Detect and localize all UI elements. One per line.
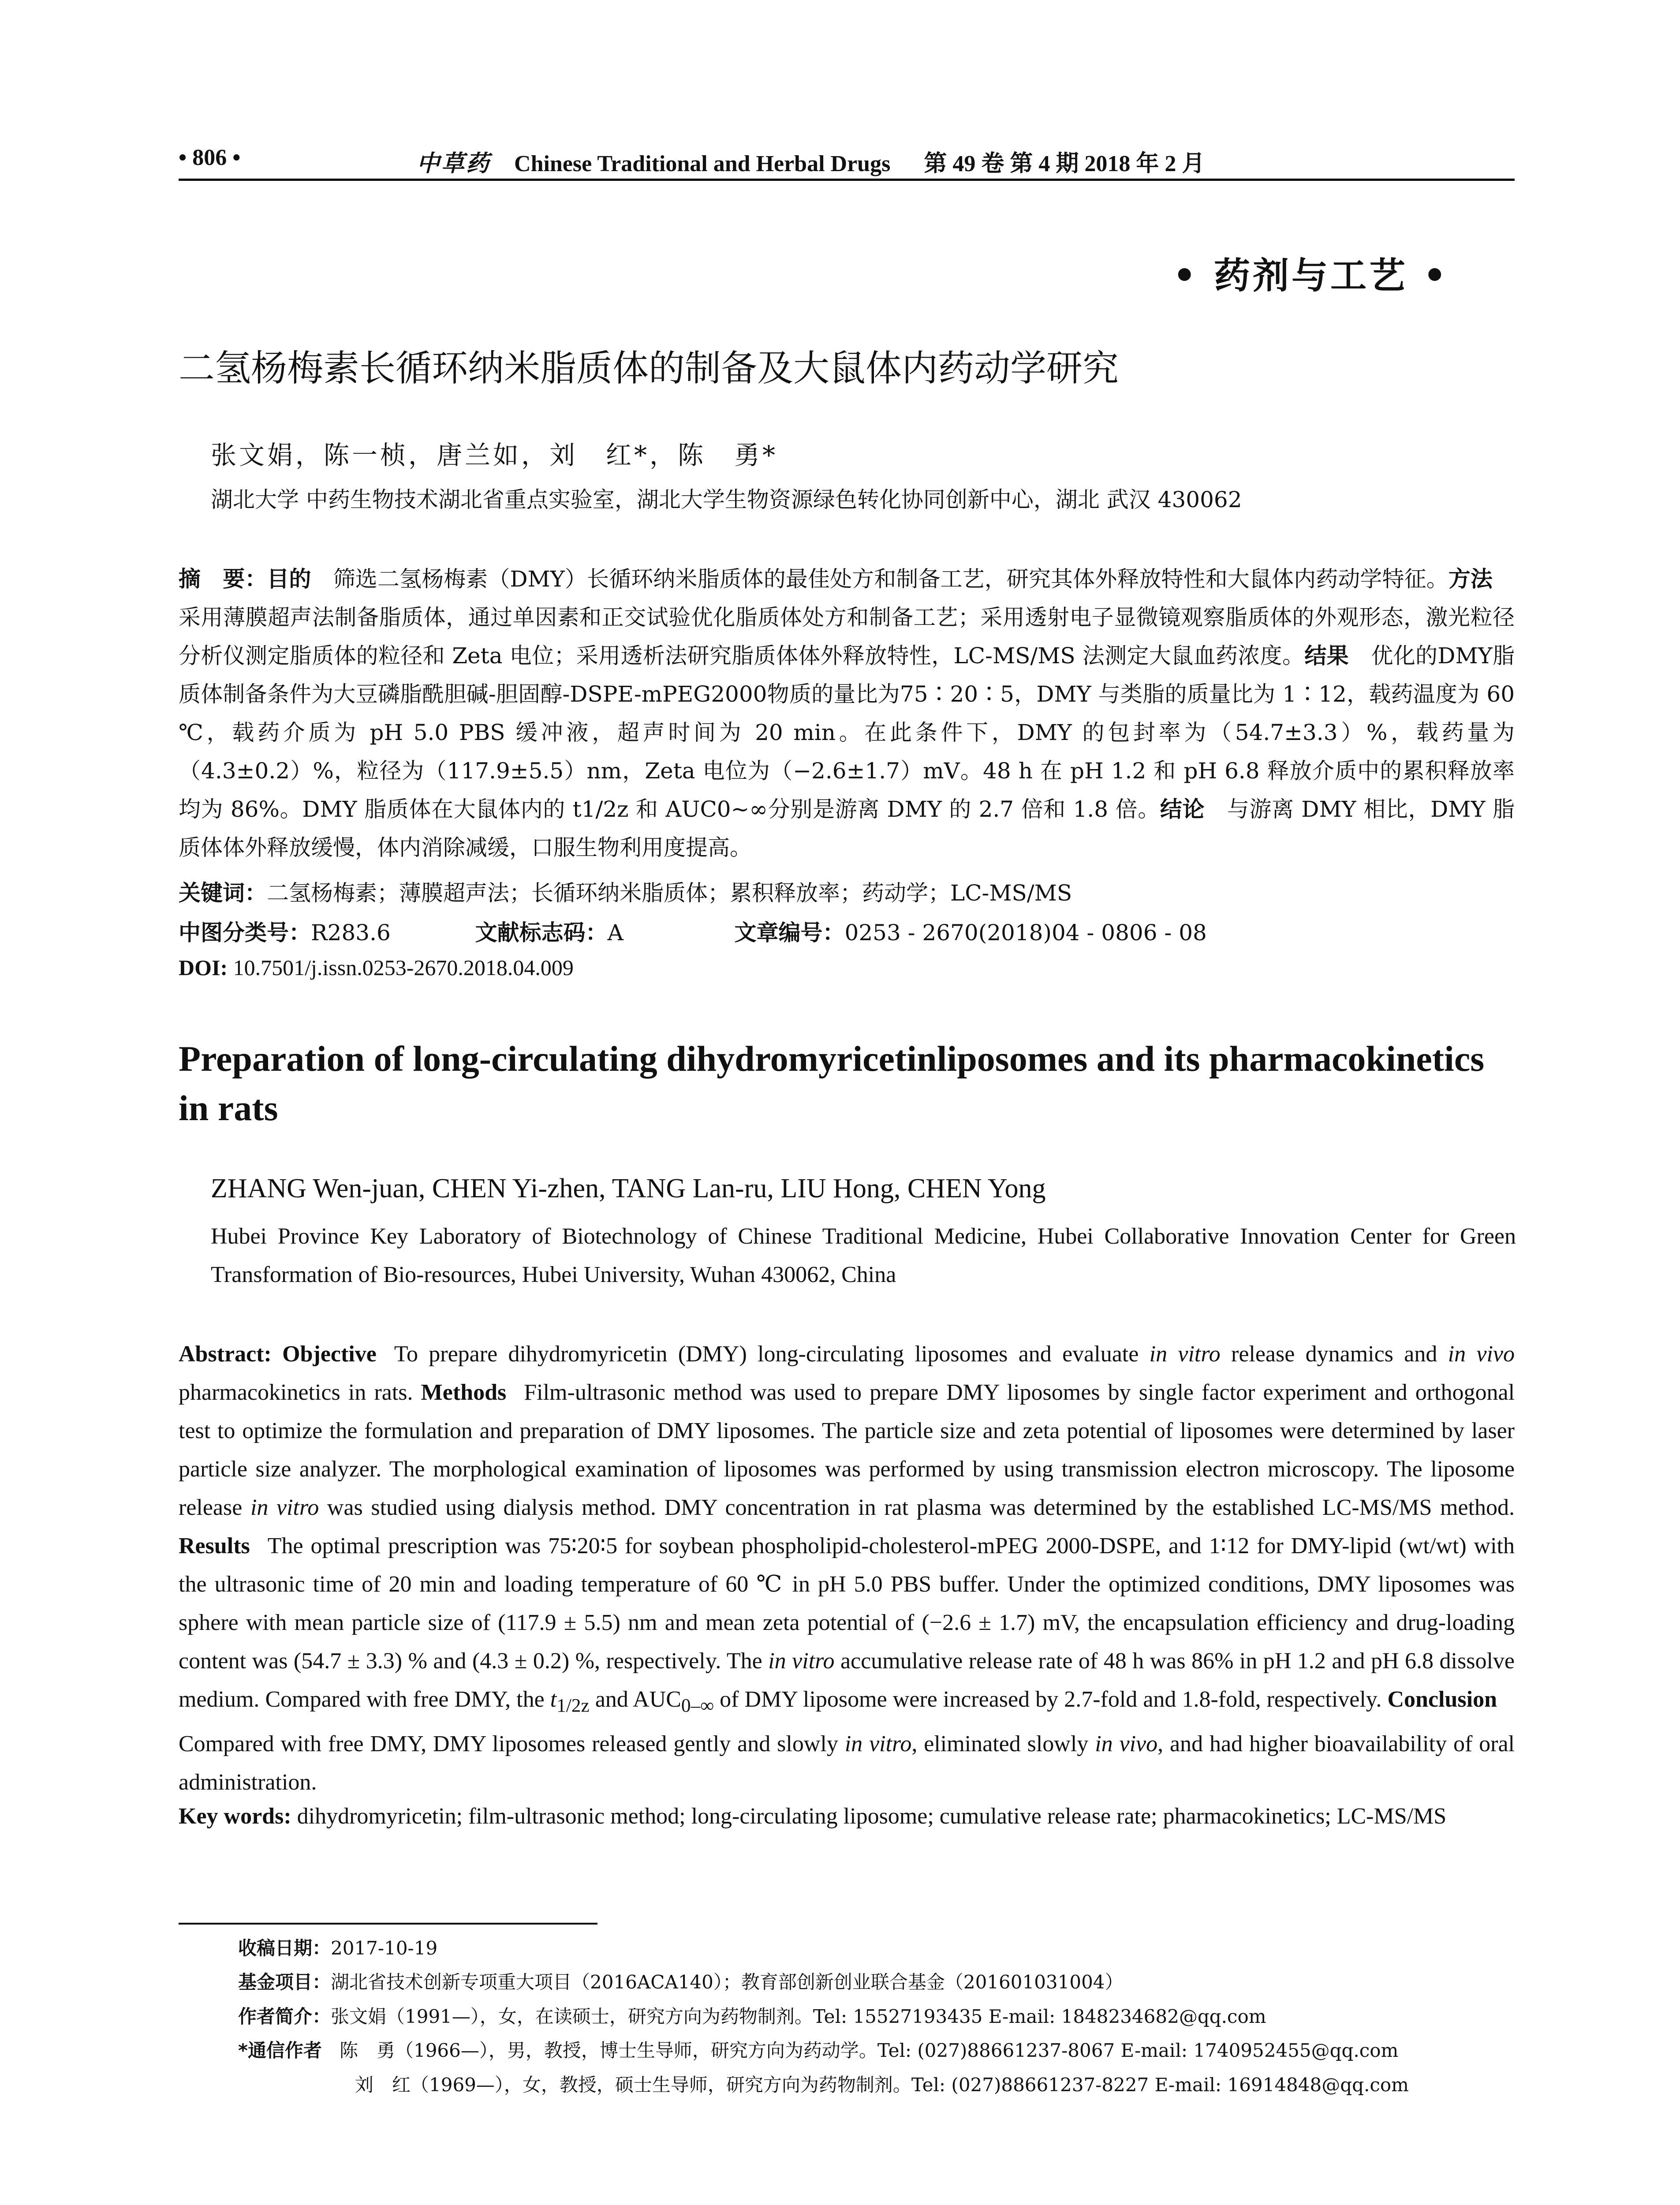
english-title: Preparation of long-circulating dihydromyricetinliposomes and its pharmacokinetics in rats	[179, 1039, 1485, 1128]
received-value: 2017-10-19	[331, 1937, 438, 1959]
author-bio-label: 作者简介：	[238, 2006, 331, 2027]
footnote-fund	[238, 1968, 1124, 1994]
author-bio-value: 张文娟（1991—），女，在读硕士，研究方向为药物制剂。Tel: 15527193435 E-mail: 1848234682@qq.com	[331, 2006, 1266, 2027]
received-label: 收稿日期：	[238, 1937, 331, 1959]
en-results-label: Results	[179, 1533, 250, 1558]
en-objective-text: pharmacokinetics in rats.	[179, 1380, 413, 1405]
doi-label: DOI:	[179, 955, 228, 980]
chinese-authors: 张文娟，陈一桢，唐兰如，刘 红*，陈 勇*	[211, 440, 778, 470]
page-number: • 806 •	[179, 145, 241, 170]
clc-value: R283.6	[311, 920, 391, 946]
footnote-author	[238, 2002, 1266, 2029]
corresponding-author-2: 刘 红（1969—），女，教授，硕士生导师，研究方向为药物制剂。Tel: (027)88661237-8227 E-mail: 16914848@qq.com	[355, 2074, 1409, 2096]
italic-term: t	[550, 1687, 557, 1712]
doi-value: 10.7501/j.issn.0253-2670.2018.04.009	[228, 955, 574, 980]
chinese-abstract	[179, 560, 1515, 867]
methods-text: 采用薄膜超声法制备脂质体，通过单因素和正交试验优化脂质体处方和制备工艺；采用透射电子显微镜观察脂质体的外观形态，激光粒径分析仪测定脂质体的粒径和 Zeta 电位；采用透析法研究脂质体体外释放特性，LC-MS/MS 法测定大鼠血药浓度。	[179, 566, 1515, 669]
subscript: 1/2z	[556, 1695, 590, 1716]
keywords-text: 二氢杨梅素；薄膜超声法；长循环纳米脂质体；累积释放率；药动学；LC-MS/MS	[267, 880, 1072, 906]
en-results-text: of DMY liposome were increased by 2.7-fold and 1.8-fold, respectively.	[714, 1687, 1382, 1712]
results-label: 结果	[1304, 643, 1349, 669]
results-text: 优化的DMY脂质体制备条件为大豆磷脂酰胆碱-胆固醇-DSPE-mPEG2000物质的量比为75∶20∶5，DMY 与类脂的质量比为 1∶12，载药温度为 60 ℃，载药介质为 pH 5.0 PBS 缓冲液，超声时间为 20 min。在此条件下，DMY 的包封率为（54.7±3.3）%，载药量为（4.3±0.2）%，粒径为（117.9±5.5）nm，Zeta 电位为（−2.6±1.7）mV。48 h 在 pH 1.2 和 pH 6.8 释放介质中的累积释放率均为 86%。DMY 脂质体在大鼠体内的 t1/2z 和 AUC0~∞分别是游离 DMY 的 2.7 倍和 1.8 倍。	[179, 643, 1515, 822]
journal-logo: 中草药	[417, 150, 491, 177]
en-results-text: accumulative release rate of 48 h was 86% in pH 1.2 and pH 6.8 dissolve medium. Compared with free DMY, the	[179, 1648, 1515, 1712]
corresponding-label: *通信作者	[238, 2040, 322, 2061]
italic-term: in vitro	[844, 1731, 912, 1757]
classification-line	[179, 915, 1207, 947]
methods-label: 方法	[1448, 566, 1493, 592]
chinese-affiliation: 湖北大学 中药生物技术湖北省重点实验室，湖北大学生物资源绿色转化协同创新中心，湖北 武汉 430062	[211, 487, 1242, 512]
footnote-received	[238, 1934, 437, 1960]
en-results-text: and AUC	[589, 1687, 681, 1712]
doi-line	[179, 955, 574, 980]
journal-issue: 第 49 卷 第 4 期 2018 年 2 月	[924, 151, 1205, 176]
doc-code-value: A	[607, 920, 623, 946]
italic-term: in vitro	[250, 1495, 319, 1520]
en-results-text: The optimal prescription was 75∶20∶5 for soybean phospholipid-cholesterol-mPEG 2000-DSPE, and 1∶12 for DMY-lipid (wt/wt) with the ultrasonic time of 20 min and loading temperature of 60 ℃ in pH 5.0 PBS buffer. Under the optimized conditions, DMY liposomes was sphere with mean particle size of (117.9 ± 5.5) nm and mean zeta potential of (−2.6 ± 1.7) mV, the encapsulation efficiency and drug-loading content was (54.7 ± 3.3) % and (4.3 ± 0.2) %, respectively. The	[179, 1533, 1515, 1674]
en-conclusion-label: Conclusion	[1387, 1687, 1497, 1712]
en-methods-label: Methods	[421, 1380, 507, 1405]
subscript: 0–∞	[681, 1695, 714, 1716]
footnote-corresponding-2	[355, 2070, 1409, 2097]
section-label: • 药剂与工艺 •	[1173, 254, 1449, 297]
fund-value: 湖北省技术创新专项重大项目（2016ACA140）；教育部创新创业联合基金（201601031004）	[331, 1971, 1124, 1993]
journal-title: Chinese Traditional and Herbal Drugs	[514, 151, 891, 176]
english-keywords	[179, 1797, 1515, 1835]
italic-term: in vivo	[1095, 1731, 1158, 1757]
keywords-label: 关键词：	[179, 880, 267, 906]
en-abstract-label: Abstract:	[179, 1342, 272, 1367]
english-abstract	[179, 1335, 1515, 1801]
footnote-corresponding	[238, 2036, 1398, 2063]
chinese-keywords	[179, 875, 1072, 907]
en-conclusion-text: Compared with free DMY, DMY liposomes released gently and slowly	[179, 1731, 845, 1757]
doc-code-label: 文献标志码：	[475, 920, 608, 946]
english-authors: ZHANG Wen-juan, CHEN Yi-zhen, TANG Lan-ru, LIU Hong, CHEN Yong	[211, 1174, 1046, 1203]
article-no-value: 0253 - 2670(2018)04 - 0806 - 08	[844, 920, 1207, 946]
running-header	[179, 140, 1515, 180]
en-objective-text: release dynamics and	[1220, 1342, 1448, 1367]
objective-text: 筛选二氢杨梅素（DMY）长循环纳米脂质体的最佳处方和制备工艺，研究其体外释放特性和大鼠体内药动学特征。	[311, 566, 1449, 592]
clc-label: 中图分类号：	[179, 920, 311, 946]
en-conclusion-text: , eliminated slowly	[911, 1731, 1095, 1757]
conclusion-text: 与游离 DMY 相比，DMY 脂质体体外释放缓慢，体内消除减缓，口服生物利用度提高。	[179, 796, 1515, 860]
en-keywords-text: dihydromyricetin; film-ultrasonic method; long-circulating liposome; cumulative release rate; pharmacokinetics; LC-MS/MS	[291, 1804, 1447, 1829]
chinese-title: 二氢杨梅素长循环纳米脂质体的制备及大鼠体内药动学研究	[179, 348, 1119, 389]
en-keywords-label: Key words:	[179, 1804, 291, 1829]
italic-term: in vivo	[1448, 1342, 1515, 1367]
corresponding-author-1: 陈 勇（1966—），男，教授，博士生导师，研究方向为药动学。Tel: (027)88661237-8067 E-mail: 1740952455@qq.com	[339, 2040, 1399, 2061]
en-conclusion-text: , and had higher bioavailability of oral administration.	[179, 1731, 1515, 1795]
abstract-label: 摘 要：	[179, 566, 267, 592]
objective-label: 目的	[267, 566, 311, 592]
en-objective-text: To prepare dihydromyricetin (DMY) long-circulating liposomes and evaluate	[394, 1342, 1150, 1367]
en-objective-label: Objective	[282, 1342, 377, 1367]
en-methods-text: was studied using dialysis method. DMY concentration in rat plasma was determined by the established LC-MS/MS method.	[319, 1495, 1515, 1520]
italic-term: in vitro	[1149, 1342, 1221, 1367]
article-no-label: 文章编号：	[734, 920, 845, 946]
conclusion-label: 结论	[1160, 796, 1205, 822]
footnote-rule	[179, 1923, 597, 1925]
en-methods-text: Film-ultrasonic method was used to prepare DMY liposomes by single factor experiment and orthogonal test to optimize the formulation and preparation of DMY liposomes. The particle size and zeta potential of liposomes were determined by laser particle size analyzer. The morphological examination of liposomes was performed by using transmission electron microscopy. The liposome release	[179, 1380, 1515, 1520]
header-rule	[179, 179, 1515, 181]
italic-term: in vitro	[768, 1648, 835, 1674]
journal-header	[417, 145, 1205, 178]
english-affiliation: Hubei Province Key Laboratory of Biotechnology of Chinese Traditional Medicine, Hubei Collaborative Innovation Center for Green Transformation of Bio-resources, Hubei University, Wuhan 430062, China	[211, 1224, 1516, 1287]
fund-label: 基金项目：	[238, 1971, 331, 1993]
